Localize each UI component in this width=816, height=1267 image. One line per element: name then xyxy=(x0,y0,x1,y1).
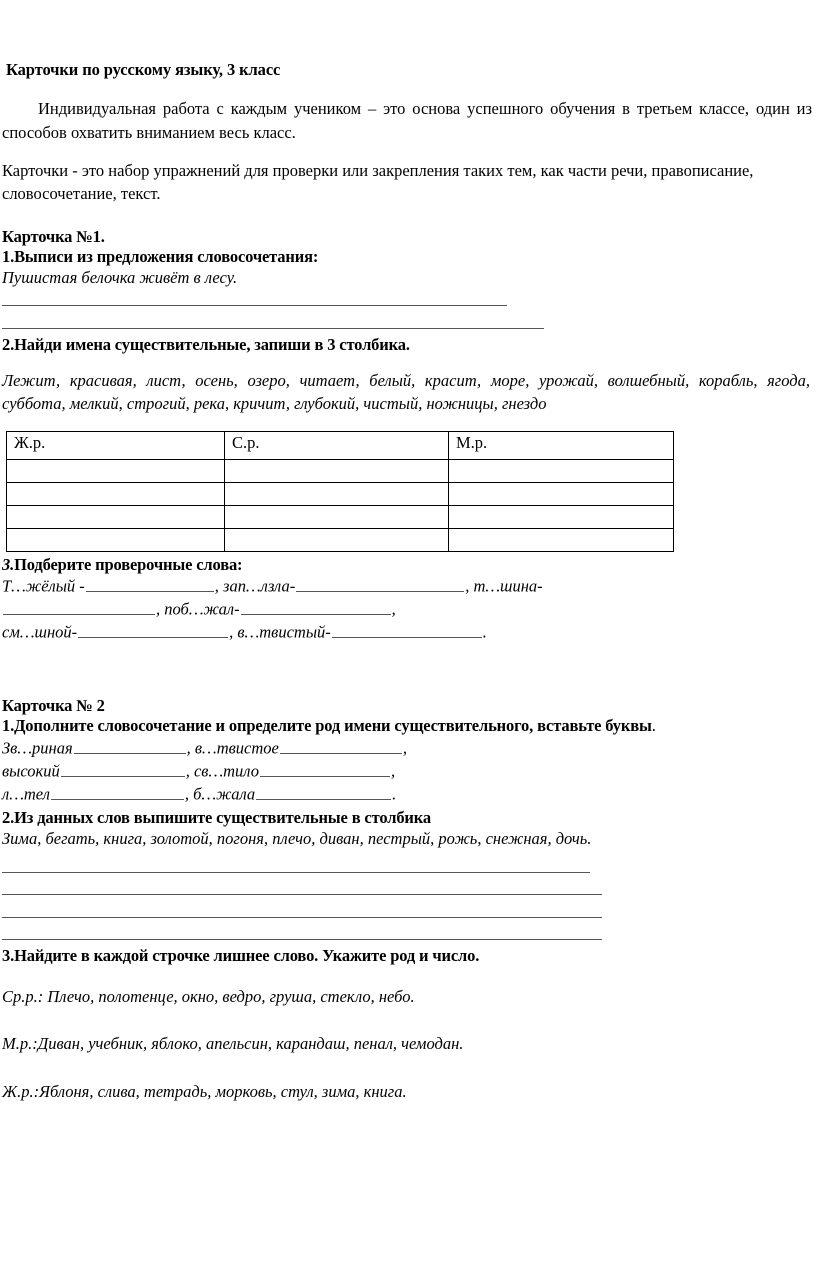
card1-task3-blank-1[interactable] xyxy=(86,575,214,592)
spacer xyxy=(2,918,812,939)
card2-task2-prompt: 2.Из данных слов выпишите существительные в столбика xyxy=(2,808,431,828)
spacer xyxy=(2,306,812,328)
card2-task3-row-feminine: Ж.р.:Яблоня, слива, тетрадь, морковь, стул, зима, книга. xyxy=(2,1081,407,1101)
card1-task3-word-3: , т…шина- xyxy=(465,576,543,596)
intro-paragraph-2: Карточки - это набор упражнений для проверки или закрепления таких тем, как части речи, правописание, словосочетание, текст. xyxy=(2,160,754,203)
card2-task1-end-2: , xyxy=(390,761,396,781)
table-cell[interactable] xyxy=(7,528,225,551)
table-cell[interactable] xyxy=(449,482,674,505)
table-cell[interactable] xyxy=(449,459,674,482)
spacer xyxy=(2,850,812,872)
card1-task3-blank-5[interactable] xyxy=(78,621,228,638)
spacer xyxy=(2,1055,812,1081)
spacer xyxy=(2,355,812,369)
table-cell[interactable] xyxy=(7,505,225,528)
card1-task3-text: Подберите проверочные слова: xyxy=(14,554,243,574)
card2-task1-blank-1a[interactable] xyxy=(74,737,186,754)
card1-task3-word-4: , поб…жал- xyxy=(156,599,240,619)
document-body xyxy=(2,60,812,1102)
card1-task3-word-2: , зап…лзла- xyxy=(214,576,296,596)
card1-task1-prompt: 1.Выписи из предложения словосочетания: xyxy=(2,246,319,266)
card2-task2-words: Зима, бегать, книга, золотой, погоня, плечо, диван, пестрый, рожь, снежная, дочь. xyxy=(2,829,592,849)
card2-task1-mid-1: , в…твистое xyxy=(186,738,279,758)
table-cell[interactable] xyxy=(7,459,225,482)
card2-task1-pair-2 xyxy=(2,760,812,783)
card2-task1-left-1: Зв…риная xyxy=(2,738,73,758)
card2-task1-text: 1.Дополните словосочетание и определите род имени существительного, вставьте буквы xyxy=(2,716,652,736)
table-row[interactable] xyxy=(7,528,674,551)
card2-task1-pair-1 xyxy=(2,737,812,760)
spacer xyxy=(2,1007,812,1033)
card2-task1-blank-2a[interactable] xyxy=(61,760,185,777)
spacer xyxy=(2,415,812,431)
table-header-neuter: С.р. xyxy=(225,431,449,459)
card1-task3-blank-2[interactable] xyxy=(296,575,464,592)
spacer xyxy=(2,895,812,917)
table-cell[interactable] xyxy=(225,528,449,551)
card1-task3-line-3 xyxy=(2,621,812,644)
card1-task3-blank-4[interactable] xyxy=(241,598,391,615)
card1-task3-number: 3. xyxy=(2,554,15,574)
table-cell[interactable] xyxy=(225,505,449,528)
card1-task2-prompt: 2.Найди имена существительные, запиши в 3 столбика. xyxy=(2,334,410,354)
card1-task3-word-6: см…шной- xyxy=(2,622,78,642)
spacer xyxy=(2,873,812,894)
card2-task1-blank-2b[interactable] xyxy=(260,760,390,777)
table-cell[interactable] xyxy=(449,528,674,551)
card1-task3-line-2 xyxy=(2,598,812,621)
table-cell[interactable] xyxy=(449,505,674,528)
card1-task3-prompt xyxy=(2,555,812,575)
card1-task3-word-8: . xyxy=(482,622,487,642)
card2-task1-mid-2: , св…тило xyxy=(185,761,259,781)
spacer xyxy=(2,289,812,305)
gender-table xyxy=(6,431,674,552)
card2-task1-left-2: высокий xyxy=(2,761,60,781)
card2-task1-blank-1b[interactable] xyxy=(280,737,402,754)
card1-task3-blank-3[interactable] xyxy=(3,598,155,615)
table-row[interactable] xyxy=(7,459,674,482)
card2-task2-answer-lines xyxy=(2,850,812,940)
table-header-masculine: М.р. xyxy=(449,431,674,459)
intro-paragraph-1: Индивидуальная работа с каждым учеником – это основа успешного обучения в третьем классе, один из способов охватить вниманием весь класс. xyxy=(2,99,812,142)
card2-task1-end-3: . xyxy=(392,784,397,804)
card2-task3-prompt: 3.Найдите в каждой строчке лишнее слово. Укажите род и число. xyxy=(2,945,480,965)
spacer xyxy=(2,220,812,227)
card1-task3-blank-6[interactable] xyxy=(332,621,482,638)
card2-task1-prompt xyxy=(2,716,792,736)
card1-task3-word-5: , xyxy=(391,599,396,619)
table-header-feminine: Ж.р. xyxy=(7,431,225,459)
card2-task1-mid-3: , б…жала xyxy=(184,784,256,804)
spacer xyxy=(2,966,812,986)
card2-task3-row-neuter: Ср.р.: Плечо, полотенце, окно, ведро, груша, стекло, небо. xyxy=(2,986,415,1006)
card2-task1-period: . xyxy=(651,716,656,736)
table-cell[interactable] xyxy=(7,482,225,505)
spacer xyxy=(2,644,812,696)
table-row[interactable] xyxy=(7,505,674,528)
table-header-row xyxy=(7,431,674,459)
card2-task1-blank-3b[interactable] xyxy=(256,783,391,800)
table-cell[interactable] xyxy=(225,482,449,505)
card1-task3-word-1: Т…жёлый - xyxy=(2,576,85,596)
table-cell[interactable] xyxy=(225,459,449,482)
card1-heading: Карточка №1. xyxy=(2,226,105,246)
card2-task1-pair-3 xyxy=(2,783,812,806)
card2-task3-row-masculine: М.р.:Диван, учебник, яблоко, апельсин, карандаш, пенал, чемодан. xyxy=(2,1034,464,1054)
page-title: Карточки по русскому языку, 3 класс xyxy=(6,60,281,79)
card1-task3-line-1 xyxy=(2,575,812,598)
card2-task1-end-1: , xyxy=(402,738,407,758)
card2-heading: Карточка № 2 xyxy=(2,696,105,716)
card1-task3-word-7: , в…твистый- xyxy=(229,622,331,642)
table-row[interactable] xyxy=(7,482,674,505)
card2-task1-left-3: л…тел xyxy=(2,784,50,804)
card1-task2-words: Лежит, красивая, лист, осень, озеро, читает, белый, красит, море, урожай, волшебный, корабль, ягода, суббота, мелкий, строгий, река, кричит, глубокий, чистый, ножницы, гнездо xyxy=(2,370,810,413)
card2-task1-blank-3a[interactable] xyxy=(51,783,184,800)
card1-task1-sentence: Пушистая белочка живёт в лесу. xyxy=(2,268,238,288)
